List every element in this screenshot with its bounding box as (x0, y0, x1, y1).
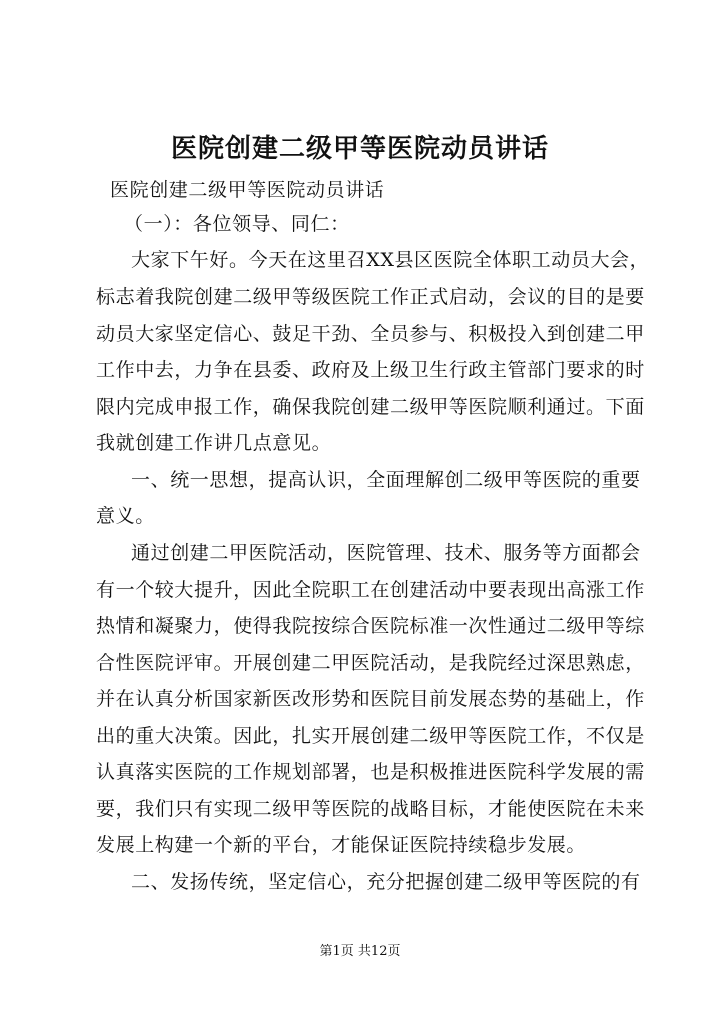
subtitle-line: 医院创建二级甲等医院动员讲话 (110, 179, 385, 201)
paragraph-line: 热情和凝聚力，使得我院按综合医院标准一次性通过二级甲等综 (96, 615, 645, 637)
paragraph-line: 动员大家坚定信心、鼓足干劲、全员参与、积极投入到创建二甲 (96, 323, 645, 345)
paragraph-line: 我就创建工作讲几点意见。 (96, 432, 332, 454)
paragraph-line: 认真落实医院的工作规划部署，也是积极推进医院科学发展的需 (96, 761, 645, 783)
section-heading-line: 一、统一思想，提高认识，全面理解创二级甲等医院的重要 (131, 469, 641, 491)
document-title: 医院创建二级甲等医院动员讲话 (170, 134, 549, 164)
paragraph-line: 出的重大决策。因此，扎实开展创建二级甲等医院工作，不仅是 (96, 725, 645, 747)
paragraph-line: 通过创建二甲医院活动，医院管理、技术、服务等方面都会 (131, 542, 641, 564)
paragraph-line: 合性医院评审。开展创建二甲医院活动，是我院经过深思熟虑， (96, 652, 645, 674)
section-heading-line: 意义。 (96, 505, 155, 527)
section-heading-line: 二、发扬传统，坚定信心，充分把握创建二级甲等医院的有 (131, 871, 641, 893)
paragraph-line: 要，我们只有实现二级甲等医院的战略目标，才能使医院在未来 (96, 798, 645, 820)
greeting-line: （一）：各位领导、同仁： (124, 213, 350, 235)
paragraph-line: 工作中去，力争在县委、政府及上级卫生行政主管部门要求的时 (96, 359, 645, 381)
paragraph-line: 有一个较大提升，因此全院职工在创建活动中要表现出高涨工作 (96, 579, 645, 601)
page-number: 第1页 共12页 (319, 944, 401, 959)
paragraph-line: 标志着我院创建二级甲等级医院工作正式启动，会议的目的是要 (96, 286, 645, 308)
paragraph-line: 发展上构建一个新的平台，才能保证医院持续稳步发展。 (96, 834, 587, 856)
paragraph-line: 限内完成申报工作，确保我院创建二级甲等医院顺利通过。下面 (96, 396, 645, 418)
paragraph-line: 大家下午好。今天在这里召XX县区医院全体职工动员大会， (131, 249, 650, 271)
paragraph-line: 并在认真分析国家新医改形势和医院目前发展态势的基础上，作 (96, 688, 645, 710)
